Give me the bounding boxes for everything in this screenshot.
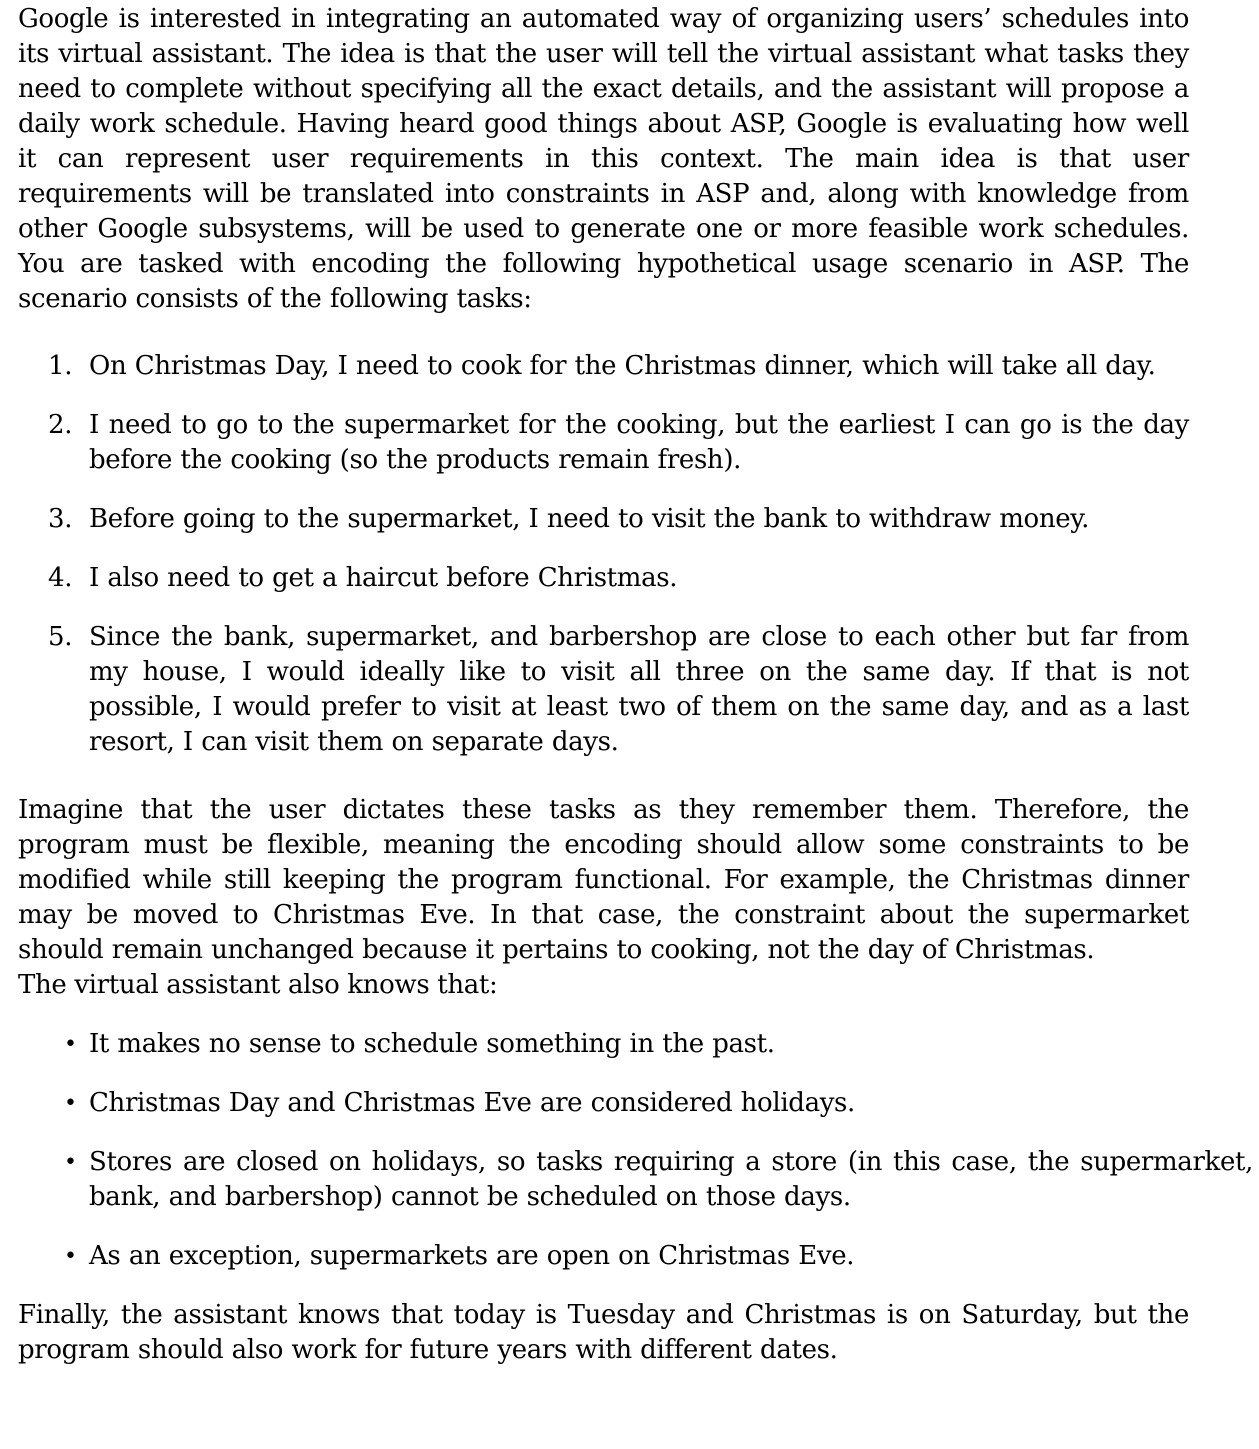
- fact-text: Christmas Day and Christmas Eve are considered holidays.: [89, 1088, 855, 1118]
- intro-paragraph: Google is interested in integrating an automated way of organizing users’ schedules into its virtual assistant. The idea is that the user will tell the virtual assistant what tasks they need to complete without specifying all the exact details, and the assistant will propose a daily work schedule. Having heard good things about ASP, Google is evaluating how well it can represent user requirements in this context. The main idea is that user requirements will be translated into constraints in ASP and, along with knowledge from other Google subsystems, will be used to generate one or more feasible work schedules. You are tasked with encoding the following hypothetical usage scenario in ASP. The scenario consists of the following tasks:: [18, 4, 1189, 314]
- task-number: 3.: [48, 504, 73, 534]
- task-number: 2.: [48, 410, 73, 440]
- fact-item: [18, 1086, 1189, 1121]
- fact-item: [18, 1027, 1189, 1062]
- task-item: [18, 620, 1189, 760]
- fact-item: [18, 1145, 1253, 1215]
- task-number: 1.: [48, 351, 73, 381]
- bullet-icon: •: [64, 1091, 77, 1116]
- knows-intro: The virtual assistant also knows that:: [18, 970, 498, 1000]
- fact-text: It makes no sense to schedule something in the past.: [89, 1029, 775, 1059]
- facts-list: [18, 1027, 1253, 1274]
- fact-item: [18, 1239, 1189, 1274]
- task-list: [18, 349, 1189, 760]
- task-item: [18, 502, 1189, 537]
- flexibility-paragraph: Imagine that the user dictates these tasks as they remember them. Therefore, the program must be flexible, meaning the encoding should allow some constraints to be modified while still keeping the program functional. For example, the Christmas dinner may be moved to Christmas Eve. In that case, the constraint about the supermarket should remain unchanged because it pertains to cooking, not the day of Christmas.: [18, 795, 1189, 965]
- task-number: 4.: [48, 563, 73, 593]
- task-text: I need to go to the supermarket for the cooking, but the earliest I can go is the day before the cooking (so the products remain fresh).: [89, 410, 1189, 475]
- fact-text: As an exception, supermarkets are open on Christmas Eve.: [89, 1241, 855, 1271]
- task-item: [18, 349, 1189, 384]
- task-item: [18, 408, 1189, 478]
- task-text: Since the bank, supermarket, and barbershop are close to each other but far from my house, I would ideally like to visit all three on the same day. If that is not possible, I would prefer to visit at least two of them on the same day, and as a last resort, I can visit them on separate days.: [89, 622, 1189, 757]
- bullet-icon: •: [64, 1244, 77, 1269]
- task-text: I also need to get a haircut before Christmas.: [89, 563, 678, 593]
- bullet-icon: •: [64, 1150, 77, 1175]
- fact-text: Stores are closed on holidays, so tasks requiring a store (in this case, the supermarket, bank, and barbershop) cannot be scheduled on those days.: [89, 1147, 1253, 1212]
- final-paragraph: Finally, the assistant knows that today is Tuesday and Christmas is on Saturday, but the program should also work for future years with different dates.: [18, 1300, 1189, 1365]
- task-number: 5.: [48, 622, 73, 652]
- task-text: On Christmas Day, I need to cook for the Christmas dinner, which will take all day.: [89, 351, 1156, 381]
- task-item: [18, 561, 1189, 596]
- bullet-icon: •: [64, 1032, 77, 1057]
- task-text: Before going to the supermarket, I need to visit the bank to withdraw money.: [89, 504, 1090, 534]
